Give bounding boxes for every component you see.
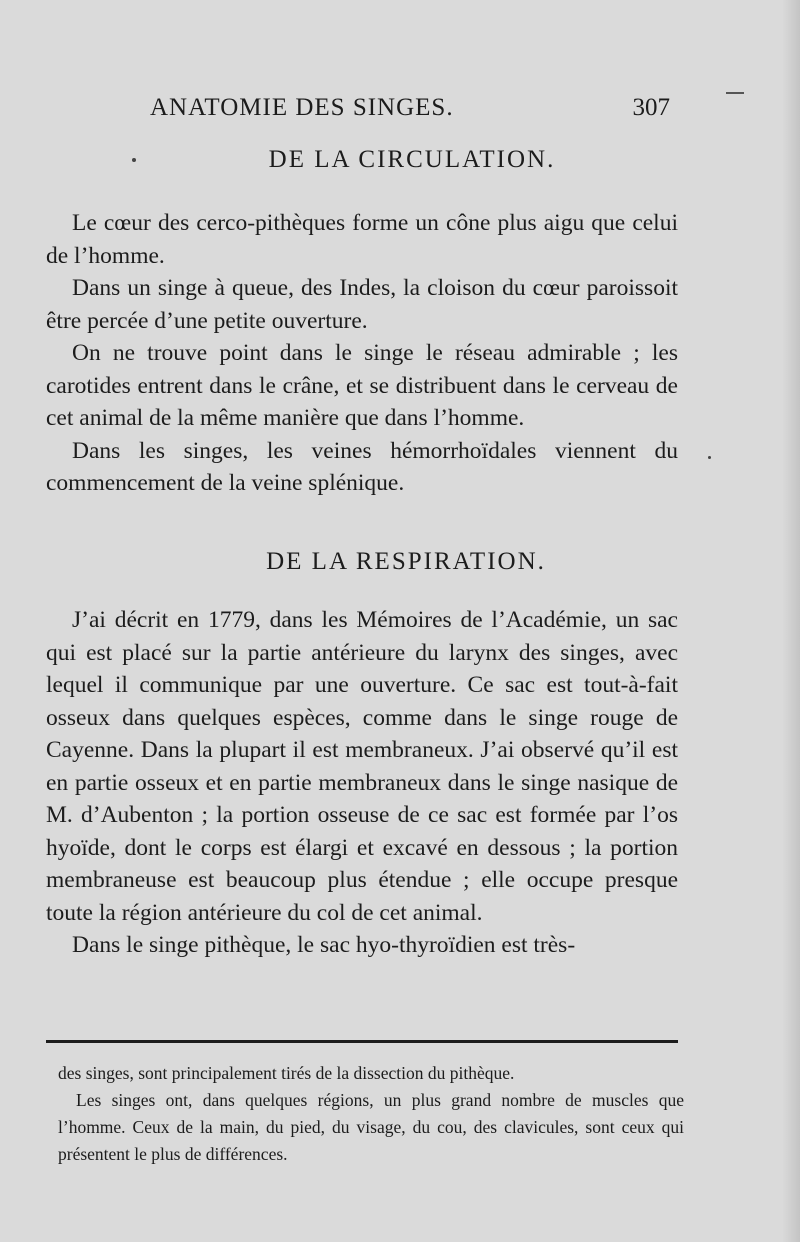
paragraph: Dans les singes, les veines hémorrhoïdales viennent du commencement de la veine splénique. — [46, 437, 678, 496]
section-body-respiration — [46, 604, 678, 962]
section-heading-circulation: DE LA CIRCULATION. — [268, 146, 556, 173]
page-number: 307 — [632, 94, 670, 121]
paragraph: Le cœur des cerco-pithèques forme un cône plus aigu que celui de l’homme. — [46, 210, 678, 269]
footnote-continuation: des singes, sont principalement tirés de la dissection du pithèque. — [58, 1063, 515, 1083]
paragraph: Dans le singe pithèque, le sac hyo-thyroïdien est très- — [72, 932, 576, 958]
page-edge-shadow — [782, 0, 800, 1242]
page-header — [150, 94, 670, 134]
running-title: ANATOMIE DES SINGES. — [150, 94, 454, 121]
footnote — [58, 1060, 684, 1168]
footnote-rule — [46, 1040, 678, 1043]
margin-mark — [726, 92, 744, 94]
ink-speck — [708, 456, 711, 459]
paragraph: Dans un singe à queue, des Indes, la cloison du cœur paroissoit être percée d’une petite ouverture. — [46, 275, 678, 334]
footnote-paragraph: Les singes ont, dans quelques régions, un plus grand nombre de muscles que l’homme. Ceux de la main, du pied, du visage, du cou, des clavicules, sont ceux qui présentent le plus de différences. — [58, 1090, 684, 1164]
paragraph: J’ai décrit en 1779, dans les Mémoires de l’Académie, un sac qui est placé sur la partie antérieure du larynx des singes, avec lequel il communique par une ouverture. Ce sac est tout-à-fait osseux dans quelques espèces, comme dans le singe rouge de Cayenne. Dans la plupart il est membraneux. J’ai observé qu’il est en partie osseux et en partie membraneux dans le singe nasique de M. d’Aubenton ; la portion osseuse de ce sac est formée par l’os hyoïde, dont le corps est élargi et excavé en dessous ; la portion membraneuse est beaucoup plus étendue ; elle occupe presque toute la région antérieure du col de cet animal. — [46, 607, 678, 926]
section-body-circulation — [46, 207, 678, 500]
paragraph: On ne trouve point dans le singe le réseau admirable ; les carotides entrent dans le crâne, et se distribuent dans le cerveau de cet animal de la même manière que dans l’homme. — [46, 340, 678, 431]
section-heading-respiration: DE LA RESPIRATION. — [266, 548, 546, 575]
